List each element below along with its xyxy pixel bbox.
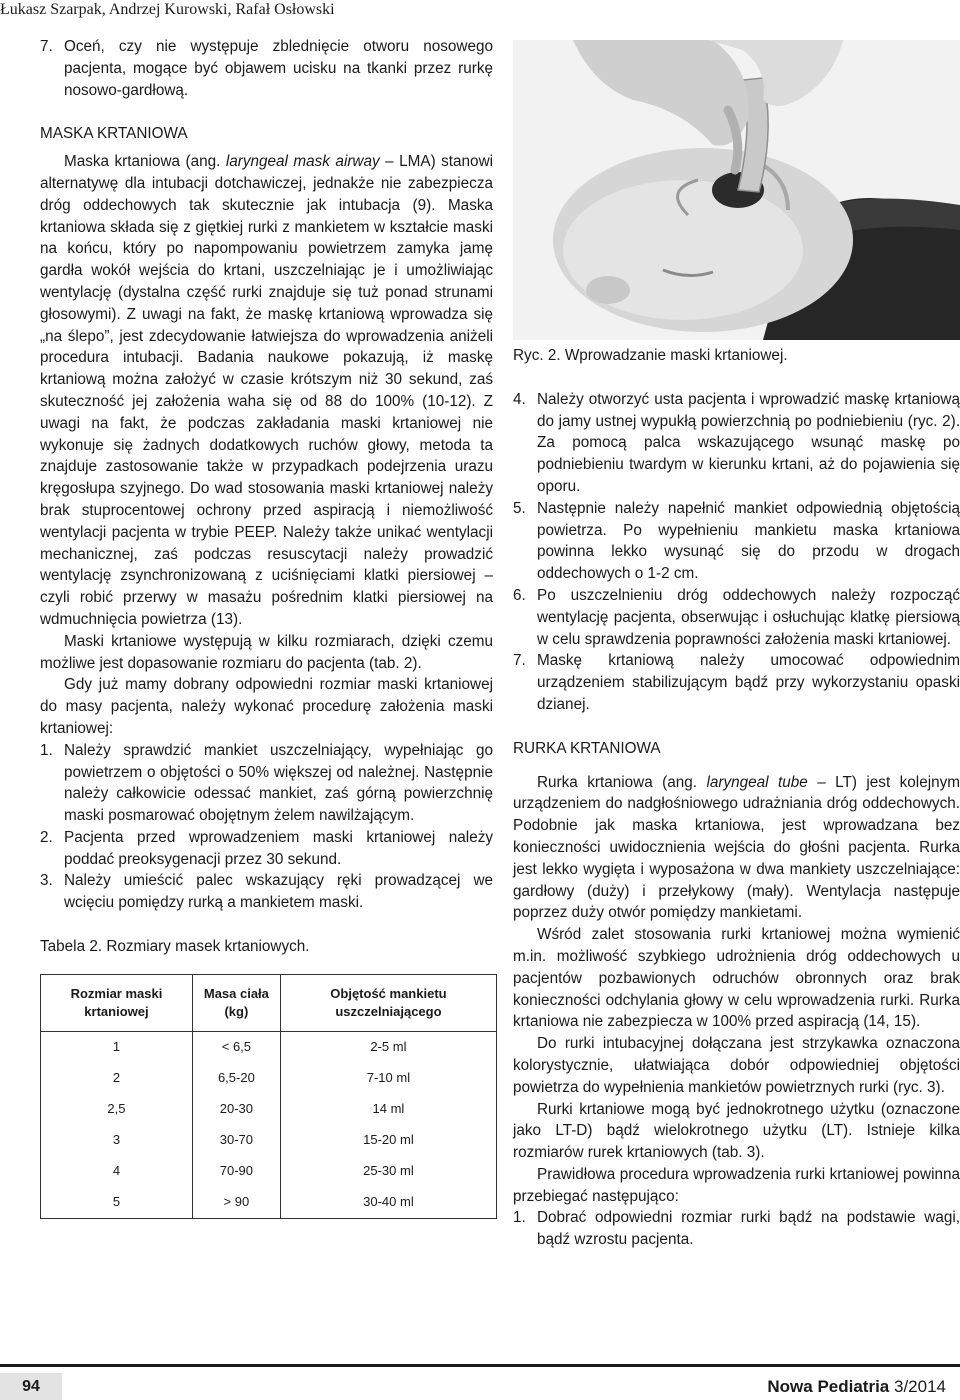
list-item-number: 2.	[40, 828, 53, 846]
table-row	[41, 1094, 497, 1125]
list-item	[513, 1207, 960, 1251]
list-item-number: 7.	[513, 652, 526, 670]
table-cell: 2-5 ml	[280, 1031, 496, 1063]
mask-size-table	[40, 974, 497, 1219]
list-item	[40, 827, 493, 871]
list-item-text: Należy sprawdzić mankiet uszczelniający, wypełniając go powietrzem o objętości o 50% większej od należnej. Następnie należy całkowicie odessać mankiet, zaś górną powierzchnię maski posmarować obojętnym żelem nawilżającym.	[64, 741, 493, 825]
table-row	[41, 1125, 497, 1156]
table-cell: 7-10 ml	[280, 1063, 496, 1094]
figure-mask-insertion	[513, 40, 960, 340]
list-item-number: 1.	[513, 1209, 526, 1227]
step-list-right-2	[513, 1207, 960, 1251]
list-item-number: 4.	[513, 390, 526, 408]
table-cell: 20-30	[192, 1094, 280, 1125]
list-item-text: Maskę krtaniową należy umocować odpowiednim urządzeniem stabilizującym bądź przy wykorzystaniu opaski dzianej.	[537, 652, 960, 713]
table-cell: 1	[41, 1031, 193, 1063]
table-row	[41, 1031, 497, 1063]
list-item	[513, 585, 960, 650]
table-cell: 15-20 ml	[280, 1125, 496, 1156]
list-item-text: Pacjenta przed wprowadzeniem maski krtaniowej należy poddać preoksygenacji przez 30 sekund.	[64, 828, 493, 868]
list-item	[40, 740, 493, 827]
paragraph: Maski krtaniowe występują w kilku rozmiarach, dzięki czemu możliwe jest dopasowanie rozmiaru do pacjenta (tab. 2).	[40, 632, 493, 672]
table-row	[41, 1156, 497, 1187]
list-item-number: 3.	[40, 872, 53, 890]
left-column	[40, 36, 493, 1219]
table-cell: > 90	[192, 1187, 280, 1219]
paragraph: Wśród zalet stosowania rurki krtaniowej można wymienić m.in. możliwość szybkiego udrożnienia dróg oddechowych u pacjentów pozbawionych odruchów obronnych oraz brak konieczności odchylania głowy w celu wprowadzenia rurki. Rurka krtaniowa nie zabezpiecza w 100% przed aspiracją (14, 15).	[513, 926, 960, 1031]
right-column	[513, 345, 960, 1251]
list-item	[513, 498, 960, 585]
running-head: Łukasz Szarpak, Andrzej Kurowski, Rafał Osłowski	[0, 1, 335, 18]
paragraph: Gdy już mamy dobrany odpowiedni rozmiar maski krtaniowej do masy pacjenta, należy wykonać procedurę założenia maski krtaniowej:	[40, 676, 493, 737]
list-item-text: Należy umieścić palec wskazujący ręki prowadzącej we wcięciu pomiędzy rurką a mankietem maski.	[64, 872, 493, 912]
table-cell: < 6,5	[192, 1031, 280, 1063]
footer-rule	[0, 1364, 960, 1367]
table-cell: 2,5	[41, 1094, 193, 1125]
table-row	[41, 1187, 497, 1219]
table-cell: 30-70	[192, 1125, 280, 1156]
list-item	[513, 650, 960, 715]
table-cell: 25-30 ml	[280, 1156, 496, 1187]
list-item-text: Należy otworzyć usta pacjenta i wprowadzić maskę krtaniową do jamy ustnej wypukłą powierzchnią po podniebieniu (ryc. 2). Za pomocą palca wskazującego wsunąć maskę po podniebieniu twardym w kierunku krtani, aż do pojawienia się oporu.	[537, 390, 960, 495]
table-cell: 2	[41, 1063, 193, 1094]
list-item-text: Następnie należy napełnić mankiet odpowiednią objętością powietrza. Po wypełnieniu mankietu maska krtaniowa powinna lekko wysunąć się do przodu w drogach oddechowych o 1-2 cm.	[537, 499, 960, 583]
list-item: 7. Oceń, czy nie występuje zblednięcie otworu nosowego pacjenta, mogące być objawem ucisku na tkanki przez rurkę nosowo-gardłową.	[40, 36, 493, 101]
journal-name: Nowa Pediatria 3/2014	[767, 1377, 946, 1396]
table-cell: 30-40 ml	[280, 1187, 496, 1219]
page-number: 94	[0, 1373, 62, 1400]
list-item	[513, 389, 960, 498]
paragraph: Rurka krtaniowa (ang. laryngeal tube – LT) jest kolejnym urządzeniem do nadgłośniowego udrażniania dróg oddechowych. Podobnie jak maska krtaniowa, jest wprowadzana bez konieczności uwidocznienia wejścia do głośni pacjenta. Rurka jest lekko wygięta i wyposażona w dwa mankiety uszczelniające: gardłowy (duży) i przełykowy (mały). Wentylacja następuje poprzez duży otwór pomiędzy mankietami.	[513, 773, 960, 922]
italic-term: laryngeal tube	[706, 773, 808, 791]
table-header-cell: Rozmiar maski krtaniowej	[41, 974, 193, 1031]
figure-illustration	[513, 40, 960, 340]
table-cell: 14 ml	[280, 1094, 496, 1125]
step-list-left	[40, 740, 493, 914]
paragraph: Rurki krtaniowe mogą być jednokrotnego użytku (oznaczone jako LT-D) bądź wielokrotnego użytku (LT). Istnieje kilka rozmiarów rurek krtaniowych (tab. 3).	[513, 1100, 960, 1162]
paragraph: Do rurki intubacyjnej dołączana jest strzykawka oznaczona kolorystycznie, ułatwiająca dobór odpowiedniej objętości powietrza do wypełnienia mankietów powietrznych rurki (ryc. 3).	[513, 1035, 960, 1096]
section-heading-mask: MASKA KRTANIOWA	[40, 125, 188, 143]
table-row	[41, 1063, 497, 1094]
step-list-right	[513, 389, 960, 716]
paragraph: Maska krtaniowa (ang. laryngeal mask airway – LMA) stanowi alternatywę dla intubacji dotchawiczej, jednakże nie zabezpiecza dróg oddechowych tak skutecznie jak intubacja (9). Maska krtaniowa składa się z giętkiej rurki z mankietem w kształcie maski na końcu, który po napompowaniu powietrzem zamyka jamę gardła wokół wejścia do krtani, uszczelniając je i umożliwiając wentylację (dystalna część rurki znajduje się tuż ponad strunami głosowymi). Z uwagi na fakt, że maskę krtaniową wprowadza się „na ślepo”, jest zdecydowanie łatwiejsza do wprowadzenia aniżeli procedura intubacji. Badania naukowe pokazują, iż maskę krtaniową można założyć w czasie krótszym niż 30 sekund, zaś skuteczność jej założenia waha się od 88 do 100% (10-12). Z uwagi na fakt, że podczas zakładania maski krtaniowej nie wykonuje się żadnych dodatkowych ruchów głowy, metoda ta znajduje zastosowanie także w przypadkach podejrzenia urazu kręgosłupa szyjnego. Do wad stosowania maski krtaniowej należy brak stuprocentowej ochrony przed aspiracją i niemożliwość wentylacji pacjenta w trybie PEEP. Należy także unikać wentylacji mechanicznej, zaś podczas resuscytacji należy prowadzić wentylację zsynchronizowaną z uciśnięciami klatki piersiowej – czyli robić przerwy w masażu pośrednim klatki piersiowej na wdmuchnięcia powietrza (13).	[40, 153, 494, 628]
table-header-cell: Masa ciała (kg)	[192, 974, 280, 1031]
list-item-text: Po uszczelnieniu dróg oddechowych należy rozpocząć wentylację pacjenta, obserwując i osłuchując klatkę piersiową w celu sprawdzenia poprawności założenia maski krtaniowej.	[537, 586, 960, 648]
table-cell: 70-90	[192, 1156, 280, 1187]
table-cell: 3	[41, 1125, 193, 1156]
table-header-row	[41, 974, 497, 1031]
table-header-cell: Objętość mankietu uszczelniającego	[280, 974, 496, 1031]
list-item-text: Oceń, czy nie występuje zblednięcie otworu nosowego pacjenta, mogące być objawem ucisku na tkanki przez rurkę nosowo-gardłową.	[64, 38, 493, 99]
table-cell: 6,5-20	[192, 1063, 280, 1094]
list-item-number: 5.	[513, 499, 526, 517]
list-item-number: 1.	[40, 741, 53, 759]
list-item-number: 6.	[513, 586, 526, 604]
figure-caption: Ryc. 2. Wprowadzanie maski krtaniowej.	[513, 347, 788, 364]
table-cell: 5	[41, 1187, 193, 1219]
list-item	[40, 870, 493, 914]
step-list-top	[40, 36, 493, 101]
table-caption: Tabela 2. Rozmiary masek krtaniowych.	[40, 938, 310, 956]
italic-term: laryngeal mask airway	[225, 153, 380, 171]
paragraph: Prawidłowa procedura wprowadzenia rurki krtaniowej powinna przebiegać następująco:	[513, 1165, 960, 1205]
list-item-text: Dobrać odpowiedni rozmiar rurki bądź na podstawie wagi, bądź wzrostu pacjenta.	[537, 1209, 960, 1249]
table-cell: 4	[41, 1156, 193, 1187]
section-heading-tube: RURKA KRTANIOWA	[513, 739, 661, 757]
